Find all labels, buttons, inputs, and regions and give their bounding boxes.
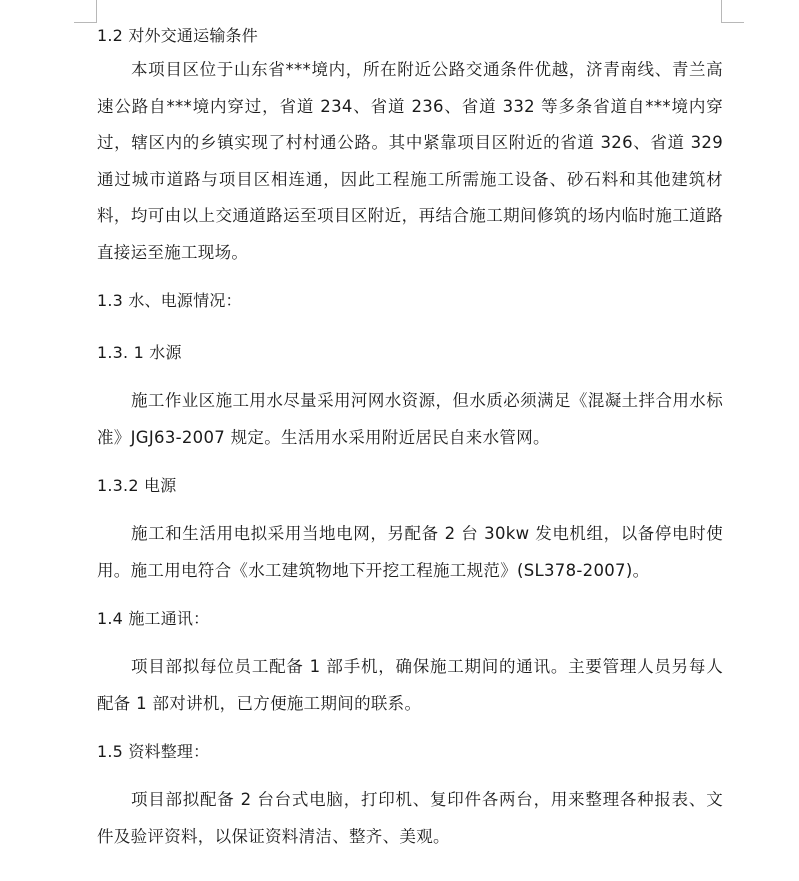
crop-mark-top-right [721, 0, 722, 22]
section-heading-1-3-1: 1.3. 1 水源 [97, 343, 182, 362]
paragraph-power-source: 施工和生活用电拟采用当地电网，另配备 2 台 30kw 发电机组，以备停电时使用。施工用电符合《水工建筑物地下开挖工程施工规范》(SL378-2007)。 [97, 524, 723, 580]
section-heading-1-5: 1.5 资料整理： [97, 742, 210, 761]
paragraph-communication: 项目部拟每位员工配备 1 部手机，确保施工期间的通讯。主要管理人员另每人配备 1 部对讲机，已方便施工期间的联系。 [97, 657, 723, 713]
crop-mark-top-left [74, 22, 97, 23]
section-heading-1-2: 1.2 对外交通运输条件 [97, 26, 258, 45]
section-heading-1-4: 1.4 施工通讯： [97, 609, 210, 628]
paragraph-documentation: 项目部拟配备 2 台台式电脑，打印机、复印件各两台，用来整理各种报表、文件及验评资料，以保证资料清洁、整齐、美观。 [97, 790, 723, 846]
paragraph-transport: 本项目区位于山东省***境内，所在附近公路交通条件优越，济青南线、青兰高速公路自***境内穿过，省道 234、省道 236、省道 332 等多条省道自***境内穿过，辖区内的乡镇实现了村村通公路。其中紧靠项目区附近的省道 326、省道 329 通过城市道路与项目区相连通，因此工程施工所需施工设备、砂石料和其他建筑材料，均可由以上交通道路运至项目区附近，再结合施工期间修筑的场内临时施工道路直接运至施工现场。 [97, 60, 723, 262]
section-heading-1-3-2: 1.3.2 电源 [97, 476, 177, 495]
document-body [97, 20, 723, 855]
section-heading-1-3: 1.3 水、电源情况： [97, 291, 242, 310]
paragraph-water-source: 施工作业区施工用水尽量采用河网水资源，但水质必须满足《混凝土拌合用水标准》JGJ63-2007 规定。生活用水采用附近居民自来水管网。 [97, 391, 723, 447]
crop-mark-top-right [721, 22, 744, 23]
crop-mark-top-left [96, 0, 97, 22]
